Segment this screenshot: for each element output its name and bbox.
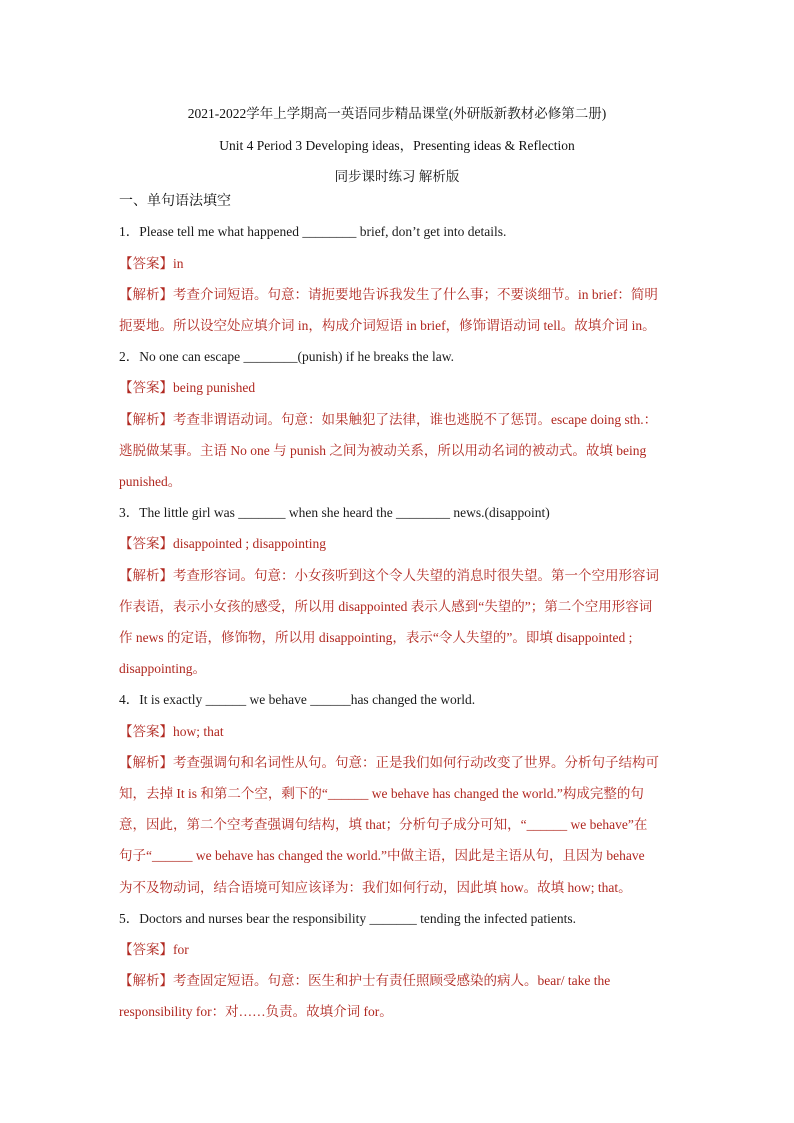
analysis-3-line-2: 作表语，表示小女孩的感受，所以用 disappointed 表示人感到“失望的”；第二个空用形容词	[119, 599, 653, 614]
answer-2: 【答案】being punished	[119, 380, 256, 395]
analysis-3-line-1: 【解析】考查形容词。句意：小女孩听到这个令人失望的消息时很失望。第一个空用形容词	[119, 568, 659, 583]
analysis-1-line-2: 扼要地。所以设空处应填介词 in，构成介词短语 in brief，修饰谓语动词 tell。故填介词 in。	[119, 318, 656, 333]
question-3: 3．The little girl was _______ when she heard the ________ news.(disappoint)	[119, 505, 550, 520]
answer-3: 【答案】disappointed ; disappointing	[119, 536, 326, 551]
analysis-4-line-1: 【解析】考查强调句和名词性从句。句意：正是我们如何行动改变了世界。分析句子结构可	[119, 755, 659, 770]
analysis-3-line-3: 作 news 的定语，修饰物，所以用 disappointing，表示“令人失望的”。即填 disappointed ;	[119, 630, 633, 645]
doc-subtitle: Unit 4 Period 3 Developing ideas，Presenting ideas & Reflection	[219, 138, 575, 153]
answer-1: 【答案】in	[119, 256, 184, 271]
analysis-4-line-5: 为不及物动词，结合语境可知应该译为：我们如何行动，因此填 how。故填 how; that。	[119, 880, 632, 895]
analysis-3-line-4: disappointing。	[119, 661, 206, 676]
section-title: 一、单句语法填空	[119, 193, 231, 209]
analysis-4-line-4: 句子“______ we behave has changed the world.”中做主语，因此是主语从句，且因为 behave	[119, 848, 645, 863]
analysis-4-line-2: 知，去掉 It is 和第二个空，剩下的“______ we behave has changed the world.”构成完整的句	[119, 786, 644, 801]
analysis-2-line-2: 逃脱做某事。主语 No one 与 punish 之间为被动关系，所以用动名词的被动式。故填 being	[119, 443, 647, 458]
analysis-5-line-2: responsibility for：对……负责。故填介词 for。	[119, 1004, 393, 1019]
analysis-1-line-1: 【解析】考查介词短语。句意：请扼要地告诉我发生了什么事；不要谈细节。in brief：简明	[119, 287, 658, 302]
doc-title: 2021-2022学年上学期高一英语同步精品课堂(外研版新教材必修第二册)	[187, 106, 607, 121]
question-1: 1．Please tell me what happened ________ brief, don’t get into details.	[119, 224, 507, 239]
question-2: 2．No one can escape ________(punish) if he breaks the law.	[119, 349, 455, 364]
analysis-2-line-1: 【解析】考查非谓语动词。句意：如果触犯了法律，谁也逃脱不了惩罚。escape doing sth.：	[119, 412, 658, 427]
answer-5: 【答案】for	[119, 942, 189, 957]
analysis-2-line-3: punished。	[119, 474, 182, 489]
doc-subtitle-2: 同步课时练习 解析版	[334, 169, 460, 184]
question-5: 5．Doctors and nurses bear the responsibility _______ tending the infected patients.	[119, 911, 577, 926]
analysis-5-line-1: 【解析】考查固定短语。句意：医生和护士有责任照顾受感染的病人。bear/ take the	[119, 973, 611, 988]
question-4: 4．It is exactly ______ we behave ______has changed the world.	[119, 692, 476, 707]
answer-4: 【答案】how; that	[119, 724, 224, 739]
analysis-4-line-3: 意，因此，第二个空考查强调句结构，填 that；分析句子成分可知，“______ we behave”在	[119, 817, 648, 832]
